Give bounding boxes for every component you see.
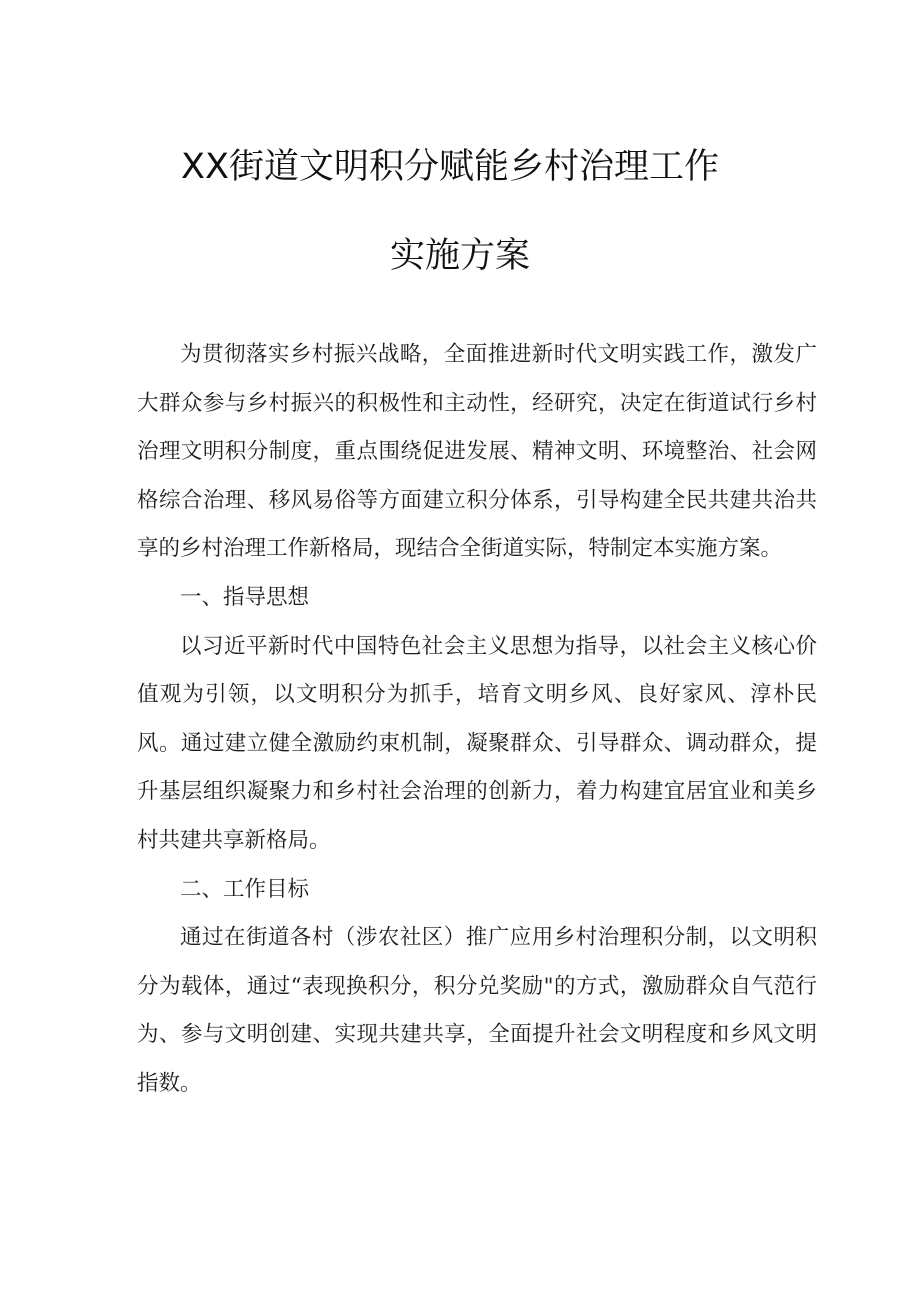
section-heading-guiding-ideology: 一、指导思想 — [180, 584, 310, 610]
document-title-line-2: 实施方案 — [389, 236, 530, 276]
section-heading-work-goals: 二、工作目标 — [180, 876, 310, 902]
paragraph-intro: 为贯彻落实乡村振兴战略，全面推进新时代文明实践工作，激发广大群众参与乡村振兴的积极性和主动性，经研究，决定在街道试行乡村治理文明积分制度，重点围绕促进发展、精神文明、环境整治、社会网格综合治理、移风易俗等方面建立积分体系，引导构建全民共建共治共享的乡村治理工作新格局，现结合全街道实际，特制定本实施方案。 — [137, 342, 817, 562]
paragraph-work-goals: 通过在街道各村（涉农社区）推广应用乡村治理积分制，以文明积分为载体，通过“表现换积分，积分兑奖励"的方式，激励群众自气范行为、参与文明创建、实现共建共享，全面提升社会文明程度和乡风文明指数。 — [137, 925, 817, 1096]
document-title-line-1: XX街道文明积分赋能乡村治理工作 — [181, 147, 719, 187]
paragraph-guiding-ideology: 以习近平新时代中国特色社会主义思想为指导，以社会主义核心价值观为引领，以文明积分为抓手，培育文明乡风、良好家风、淳朴民风。通过建立健全激励约束机制，凝聚群众、引导群众、调动群众，提升基层组织凝聚力和乡村社会治理的创新力，着力构建宜居宜业和美乡村共建共享新格局。 — [137, 633, 817, 853]
document-body — [137, 331, 817, 1109]
